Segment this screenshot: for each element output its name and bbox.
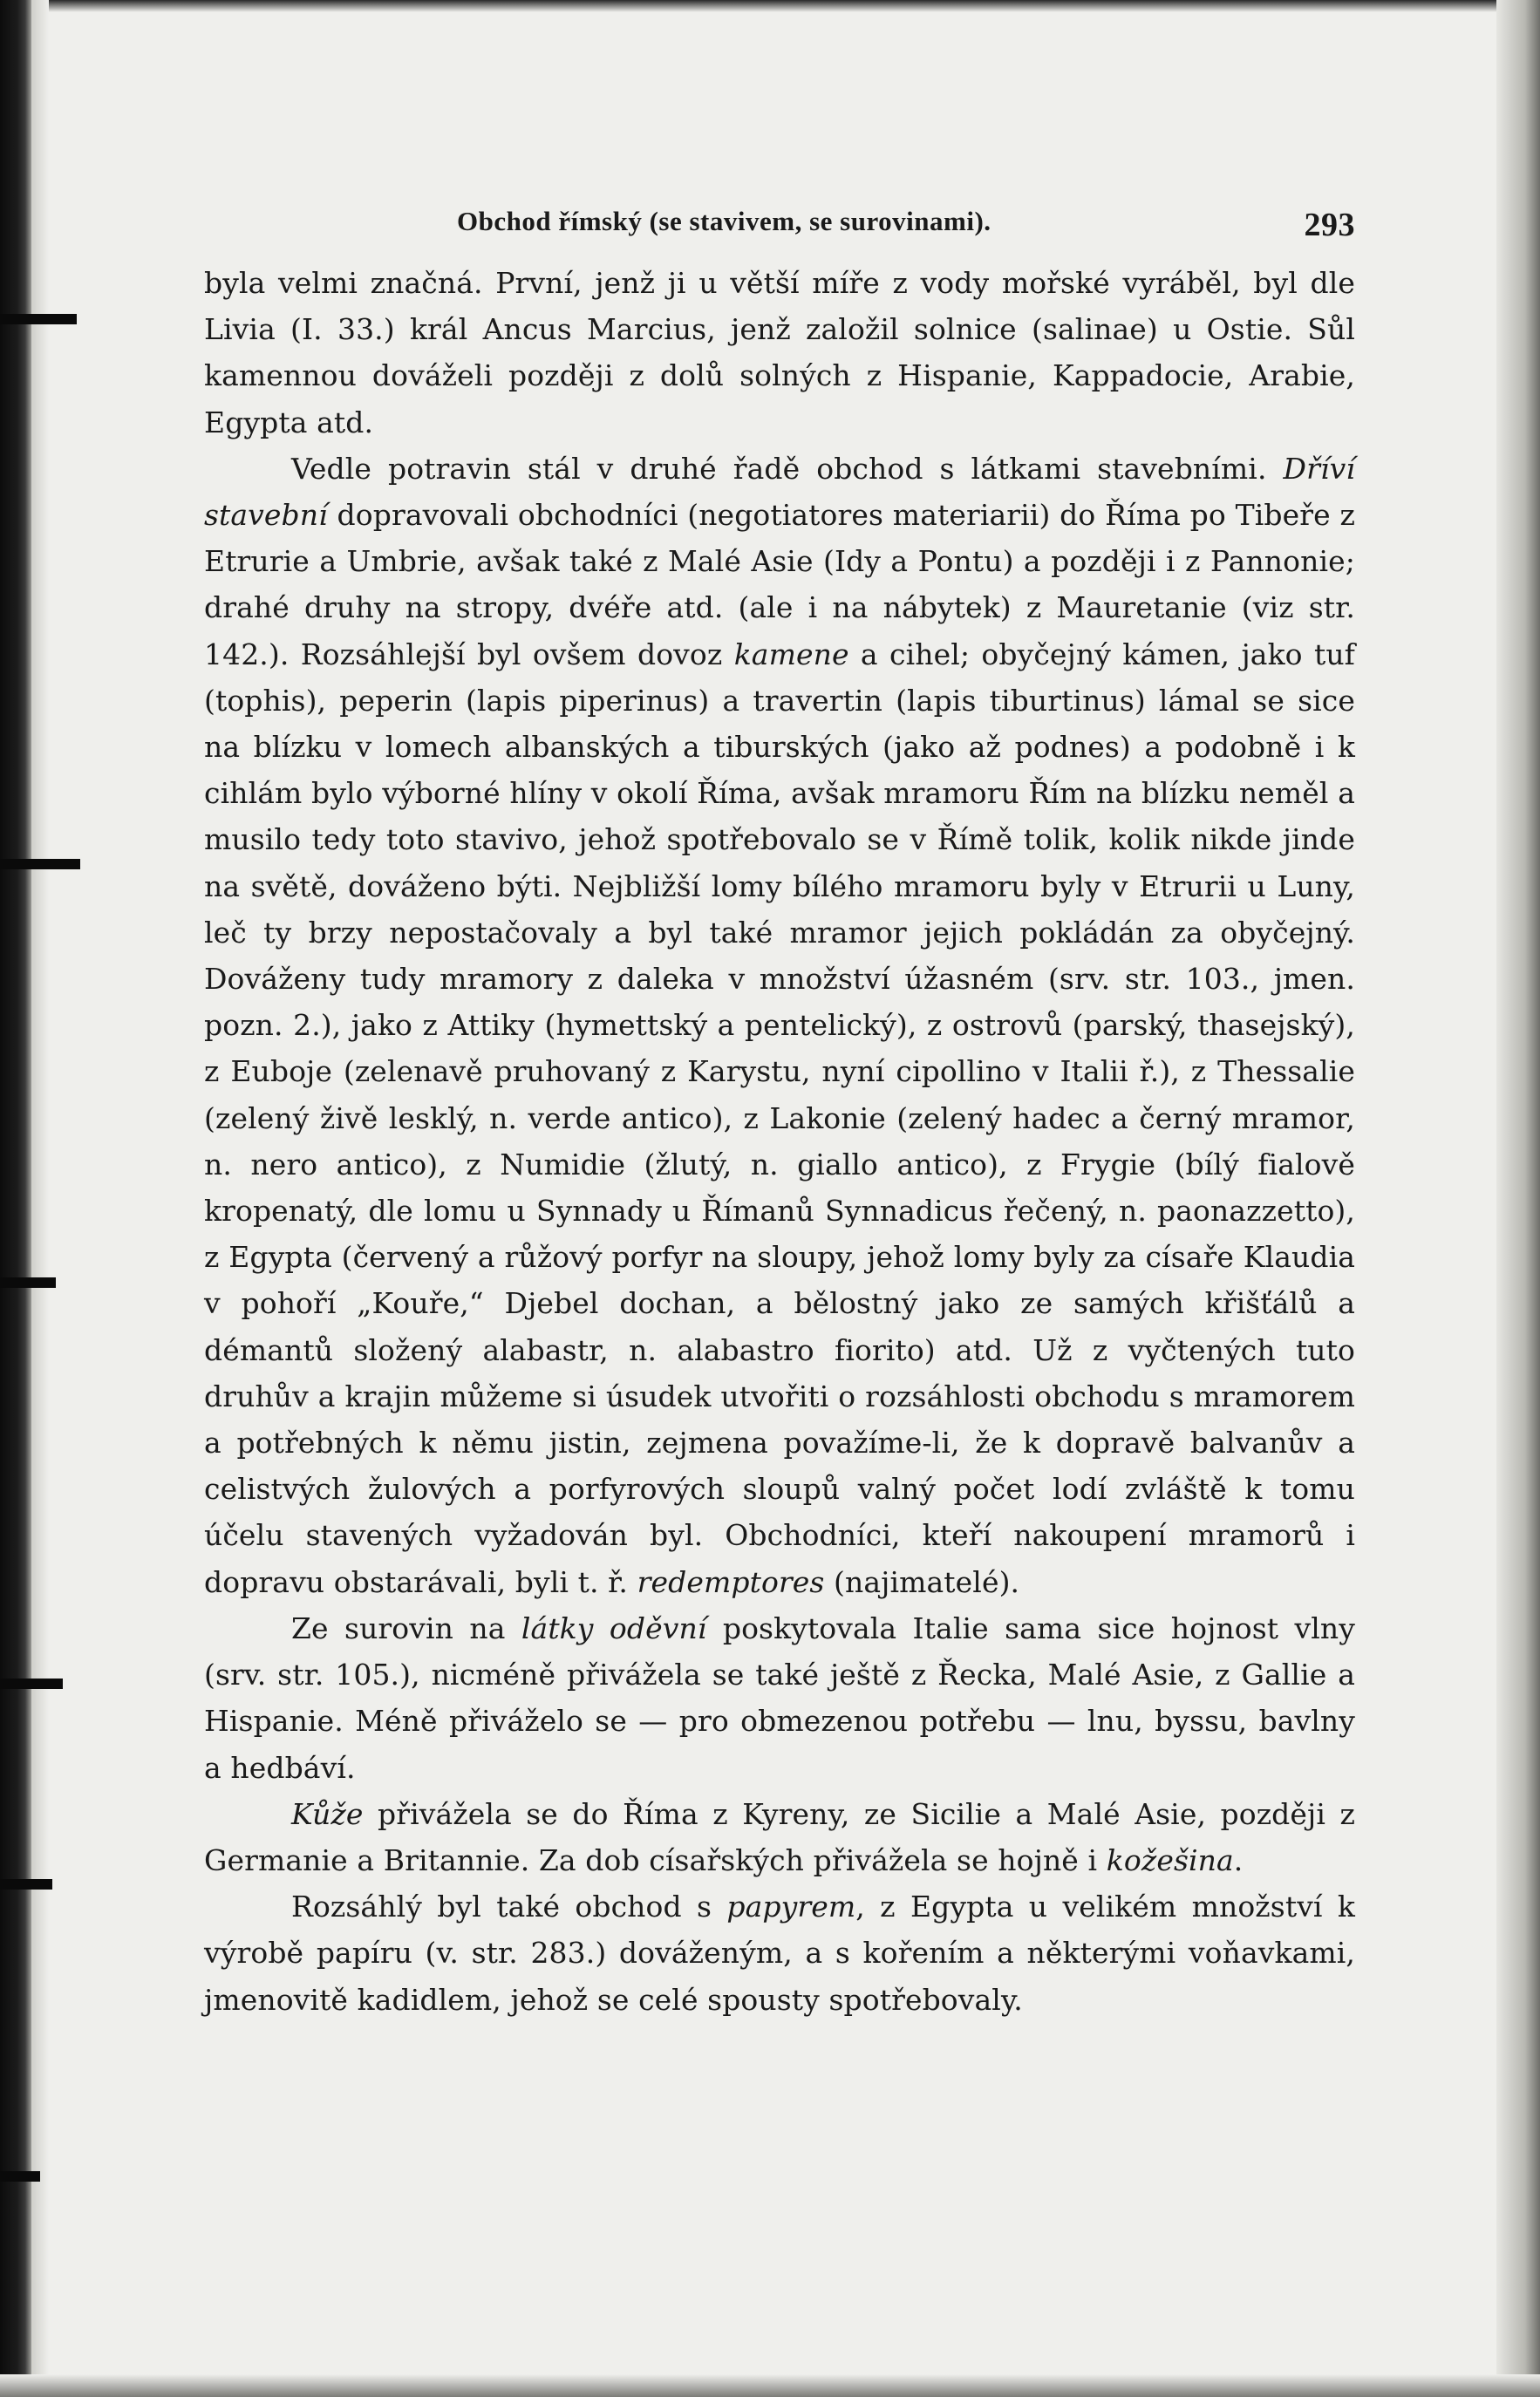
paragraph	[204, 446, 1355, 1605]
text-run: Vedle potravin stál v druhé řadě obchod s látkami stavebními.	[291, 451, 1284, 486]
margin-mark	[0, 1679, 63, 1689]
margin-mark	[0, 859, 80, 869]
paragraph	[204, 260, 1355, 446]
page-number: 293	[1304, 207, 1355, 243]
text-run: byla velmi značná. První, jenž ji u větší míře z vody mořské vyráběl, byl dle Livia (I. 33.) král Ancus Marcius, jenž založil solnice (salinae) u Ostie. Sůl kamennou dováželi později z dolů solných z Hispanie, Kappadocie, Arabie, Egypta atd.	[204, 266, 1355, 439]
text-run: Ze surovin na	[291, 1610, 521, 1645]
text-run: přivážela se do Říma z Kyreny, ze Sicilie a Malé Asie, později z Germanie a Britannie. Za dob císařských přivážela se hojně i	[204, 1796, 1355, 1877]
scan-edge-right	[1496, 0, 1540, 2397]
text-run: a cihel; obyčejný kámen, jako tuf (tophis), peperin (lapis piperinus) a travertin (lapis tiburtinus) lámal se sice na blízku v lomech albanských a tiburských (jako až podnes) a podobně i k cihlám bylo výborné hlíny v okolí Říma, avšak mramoru Řím na blízku neměl a musilo tedy toto stavivo, jehož spotřebovalo se v Římě tolik, kolik nikde jinde na světě, dováženo býti. Nejbližší lomy bílého mramoru byly v Etrurii u Luny, leč ty brzy nepostačovaly a byl také mramor jejich pokládán za obyčejný. Dováženy tudy mramory z daleka v množství úžasném (srv. str. 103., jmen. pozn. 2.), jako z Attiky (hymettský a pentelický), z ostrovů (parský, thasejský), z Euboje (zelenavě pruhovaný z Karystu, nyní cipollino v Italii ř.), z Thessalie (zelený živě lesklý, n. verde antico), z Lakonie (zelený hadec a černý mramor, n. nero antico), z Numidie (žlutý, n. giallo antico), z Frygie (bílý fialově kropenatý, dle lomu u Synnady u Římanů Synnadicus řečený, n. paonazzetto), z Egypta (červený a růžový porfyr na sloupy, jehož lomy byly za císaře Klaudia v pohoří „Kouře,“ Djebel dochan, a bělostný jako ze samých křišťálů a démantů složený alabastr, n. alabastro fiorito) atd. Už z vyčtených tuto druhův a krajin můžeme si úsudek utvořiti o rozsáhlosti obchodu s mramorem a potřebných k němu jistin, zejmena považíme-li, že k dopravě balvanův a celistvých žulových a porfyrových sloupů valný počet lodí zvláště k tomu účelu stavených vyžadován byl. Obchodníci, kteří nakoupení mramorů i dopravu obstarávali, byli t. ř.	[204, 637, 1355, 1599]
emphasized-term: Kůže	[291, 1796, 364, 1831]
scan-edge-left	[0, 0, 31, 2397]
margin-mark	[0, 1879, 52, 1890]
emphasized-term: Dříví stavební	[204, 451, 1355, 533]
text-run: (najimatelé).	[824, 1564, 1020, 1599]
emphasized-term: kamene	[733, 637, 849, 671]
scan-edge-top	[0, 0, 1540, 12]
text-run: , z Egypta u velikém množství k výrobě papíru (v. str. 283.) dováženým, a s kořením a některými voňavkami, jmenovitě kadidlem, jehož se celé spousty spotřebovaly.	[204, 1890, 1356, 2017]
paragraph	[204, 1605, 1355, 1791]
emphasized-term: redemptores	[637, 1564, 825, 1599]
running-head	[204, 199, 1355, 260]
scan-edge-bottom	[0, 2374, 1540, 2397]
emphasized-term: látky oděvní	[521, 1610, 707, 1645]
text-run: dopravovali obchodníci (negotiatores materiarii) do Říma po Tibeře z Etrurie a Umbrie, avšak také z Malé Asie (Idy a Pontu) a později i z Pannonie; drahé druhy na stropy, dvéře atd. (ale i na nábytek) z Mauretanie (viz str. 142.). Rozsáhlejší byl ovšem dovoz	[204, 498, 1355, 671]
text-run: Rozsáhlý byl také obchod s	[291, 1890, 727, 1924]
scan-edge-left-shadow	[31, 0, 49, 2397]
book-page	[204, 199, 1355, 2023]
paragraph	[204, 1791, 1355, 1883]
text-run: poskytovala Italie sama sice hojnost vlny (srv. str. 105.), nicméně přivážela se také ještě z Řecka, Malé Asie, z Gallie a Hispanie. Méně přiváželo se — pro obmezenou potřebu — lnu, byssu, bavlny a hedbáví.	[204, 1610, 1355, 1785]
text-run: .	[1233, 1842, 1244, 1877]
margin-mark	[0, 2171, 40, 2182]
body-text	[204, 260, 1355, 2023]
emphasized-term: papyrem	[726, 1890, 856, 1924]
running-title: Obchod římský (se stavivem, se surovinami).	[457, 206, 991, 236]
margin-mark	[0, 1277, 56, 1288]
emphasized-term: kožešina	[1106, 1842, 1234, 1877]
paragraph	[204, 1883, 1355, 2023]
margin-mark	[0, 314, 77, 324]
